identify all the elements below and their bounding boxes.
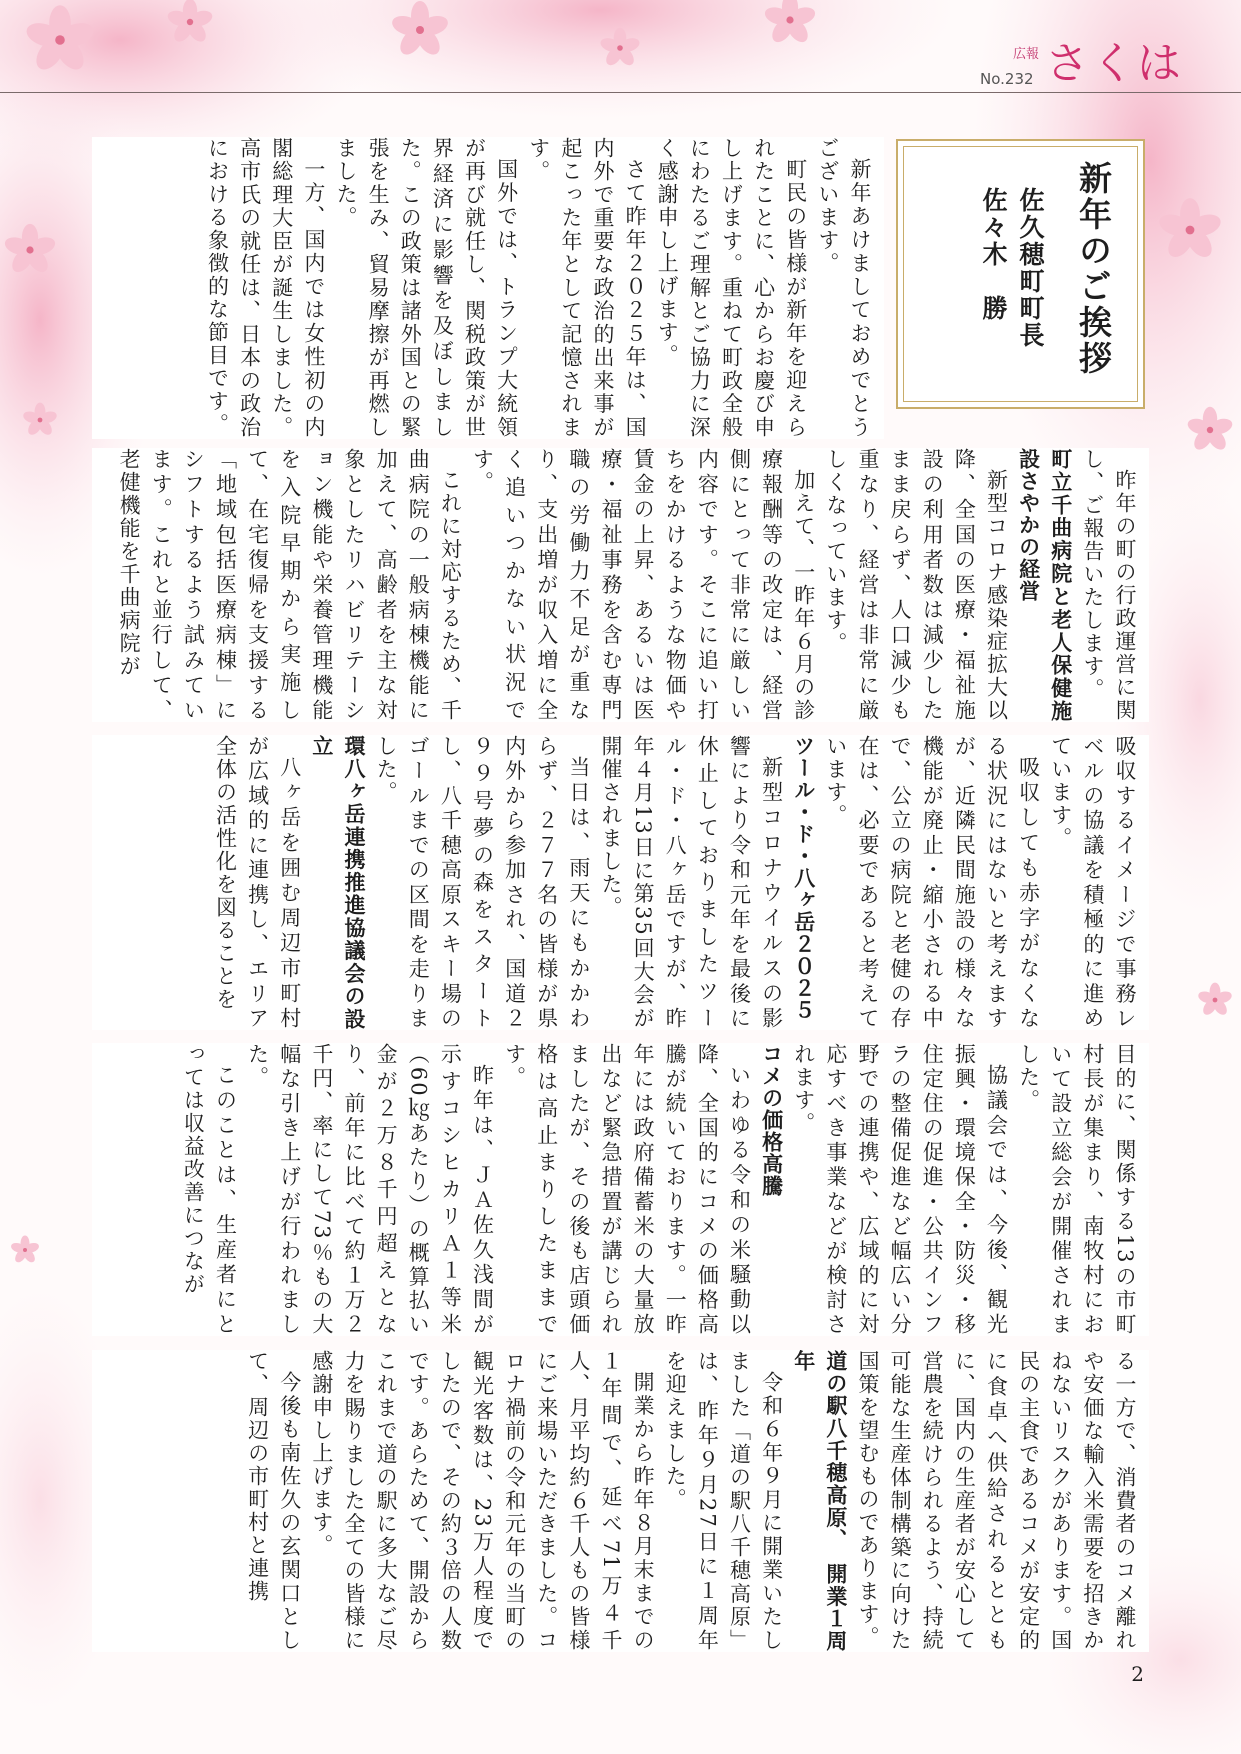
- section-heading-hospital: 町立千曲病院と老人保健施設さやかの経営: [1016, 448, 1073, 722]
- paragraph: 今後も南佐久の玄関口として、周辺の市町村と連携: [245, 1350, 302, 1652]
- paragraph: 町民の皆様が新年を迎えられたことに、心からお慶び申し上げます。重ねて町政全般にわたるご理解とご協力に深く感謝申し上げます。: [655, 137, 808, 439]
- paragraph: このことは、生産者にとっては収益改善につなが: [181, 1043, 238, 1336]
- title-box: [896, 139, 1145, 409]
- paragraph: 吸収しても赤字がなくなる状況にはないと考えますが、近隣民間施設の様々な機能が廃止・縮小される中で、公立の病院と老健の存在は、必要であると考えています。: [823, 735, 1041, 1030]
- text-row-2: [92, 448, 1149, 722]
- page-number: 2: [1131, 1662, 1144, 1686]
- author-name: 佐々木 勝: [979, 187, 1008, 322]
- paragraph: 吸収するイメージで事務レベルの協議を積極的に進めています。: [1048, 735, 1137, 1030]
- paragraph: これに対応するため、千曲病院の一般病棟機能に加えて、高齢者を主な対象としたリハビリテーション機能や栄養管理機能を入院早期から実施して、在宅復帰を支援する「地域包括医療病棟」にシフトするよう試みています。これと並行して、老健機能を千曲病院が: [117, 448, 463, 722]
- paragraph: 新型コロナウイルスの影響により令和元年を最後に休止しておりましたツール・ド・八ヶ岳ですが、昨年４月13日に第35回大会が開催されました。: [599, 735, 784, 1030]
- paragraph: 昨年の町の行政運営に関し、ご報告いたします。: [1080, 448, 1137, 722]
- paragraph: 国外では、トランプ大統領が再び就任し、関税政策が世界経済に影響を及ぼしました。この政策は諸外国との緊張を生み、貿易摩擦が再燃しました。: [334, 137, 519, 439]
- masthead: [1012, 38, 1183, 89]
- paragraph: 八ヶ岳を囲む周辺市町村が広域的に連携し、エリア全体の活性化を図ることを: [213, 735, 302, 1030]
- paragraph: 昨年は、ＪＡ佐久浅間が示すコシヒカリＡ１等米（60㎏あたり）の概算払い金が２万８千円超えとなり、前年に比べて約１万２千円、率にして73％もの大幅な引き上げが行われました。: [245, 1043, 495, 1336]
- paragraph: さて昨年２０２５年は、国内外で重要な政治的出来事が起こった年として記憶されます。: [526, 137, 648, 439]
- paragraph: 加えて、一昨年６月の診療報酬等の改定は、経営側にとって非常に厳しい内容です。そこに追い打ちをかけるような物価や賃金の上昇、あるいは医療・福祉事務を含む専門職の労働力不足が重なり、支出増が収入増に全く追いつかない状況です。: [470, 448, 816, 722]
- paragraph: いわゆる令和の米騒動以降、全国的にコメの価格高騰が続いております。一昨年には政府備蓄米の大量放出など緊急措置が講じられましたが、その後も店頭価格は高止まりしたままです。: [502, 1043, 752, 1336]
- masthead-logo: さくは: [1045, 38, 1183, 89]
- section-heading-tour: ツール・ド・八ヶ岳２０２５: [791, 735, 816, 1021]
- paragraph: 新年あけましておめでとうございます。: [815, 137, 872, 439]
- paragraph: 当日は、雨天にもかかわらず、２７７名の皆様が県内外から参加され、国道２９９号夢の森をスタートし、八千穂高原スキー場のゴールまでの区間を走りました。: [374, 735, 591, 1030]
- paragraph: る一方で、消費者のコメ離れや安価な輸入米需要を招きかねないリスクがあります。国民の主食であるコメが安定的に食卓へ供給されるとともに、国内の生産者が安心して営農を続けられるよう、持続可能な生産体制構築に向けた国策を望むものであります。: [856, 1350, 1137, 1652]
- paragraph: 令和６年９月に開業いたしました「道の駅八千穂高原」は、昨年９月27日に１周年を迎えました。: [663, 1350, 784, 1652]
- text-row-5: [92, 1350, 1149, 1652]
- text-row-4: [92, 1043, 1149, 1336]
- section-heading-rice: コメの価格高騰: [759, 1043, 784, 1197]
- author-role: 佐久穂町町長: [1016, 187, 1045, 349]
- paragraph: 一方、国内では女性初の内閣総理大臣が誕生しました。高市氏の就任は、日本の政治における象徴的な節目です。: [205, 137, 326, 439]
- section-heading-council: 環八ヶ岳連携推進協議会の設立: [309, 735, 366, 1030]
- issue-number: No.232: [980, 70, 1034, 88]
- header-rule: [0, 92, 1241, 93]
- text-row-1: [92, 137, 884, 439]
- paragraph: 協議会では、今後、観光振興・環境保全・防災・移住定住の促進・公共インフラの整備促進など幅広い分野での連携や、広域的に対応すべき事業などが検討されます。: [791, 1043, 1009, 1336]
- paragraph: 新型コロナ感染症拡大以降、全国の医療・福祉施設の利用者数は減少したまま戻らず、人口減少も重なり、経営は非常に厳しくなっています。: [823, 448, 1009, 722]
- article-title: 新年のご挨拶: [1074, 161, 1113, 377]
- paragraph: 開業から昨年８月末までの１年間で、延べ71万４千人、月平均約６千人もの皆様にご来場いただきました。コロナ禍前の令和元年の当町の観光客数は、23万人程度でしたので、その約３倍の人数です。あらためて、開設からこれまで道の駅に多大なご尽力を賜りました全ての皆様に感謝申し上げます。: [309, 1350, 656, 1652]
- paragraph: 目的に、関係する13の市町村長が集まり、南牧村において設立総会が開催されました。: [1016, 1043, 1137, 1336]
- text-row-3: [92, 735, 1149, 1030]
- section-heading-roadside-station: 道の駅八千穂高原、 開業１周年: [791, 1350, 848, 1652]
- masthead-kohou: 広報: [1012, 47, 1039, 62]
